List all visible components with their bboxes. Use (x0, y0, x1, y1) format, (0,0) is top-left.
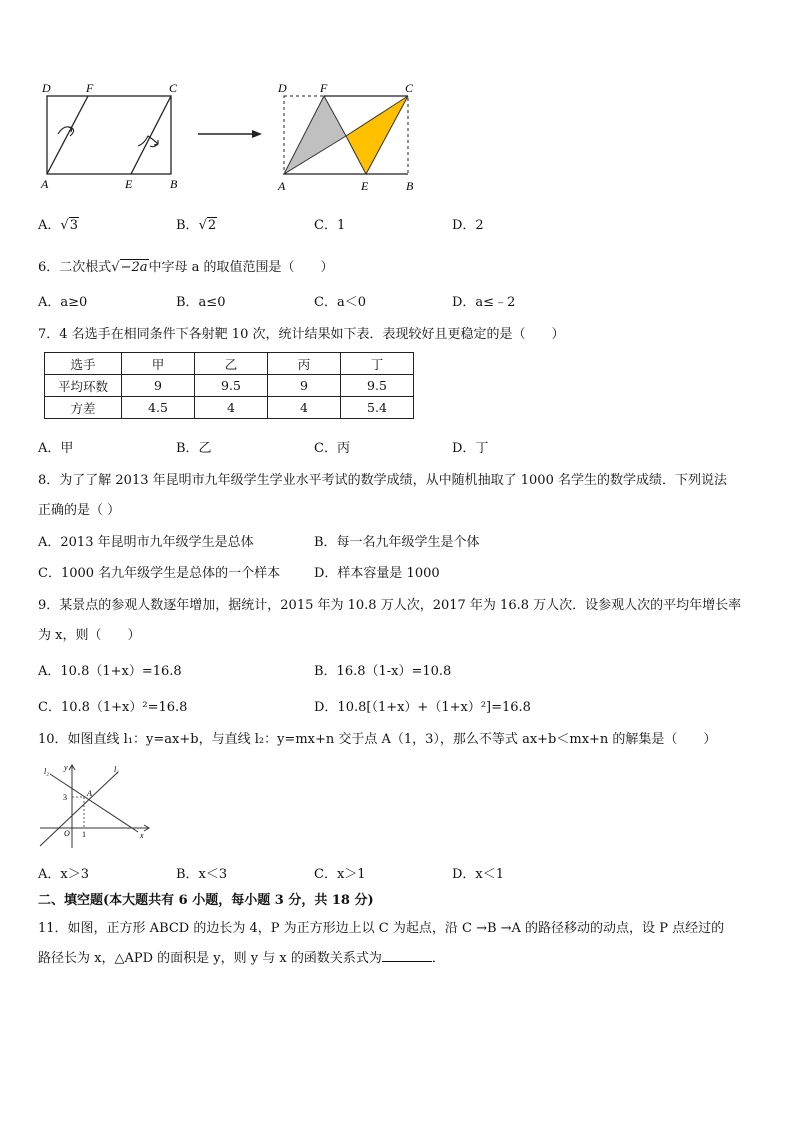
label-E-right: E (361, 179, 369, 193)
line-af (47, 96, 88, 174)
q8-option-b: B．每一名九年级学生是个体 (314, 535, 480, 550)
label-A-left: A (41, 177, 49, 191)
q6-option-c: C．a＜0 (314, 295, 366, 310)
label-D-right: D (278, 81, 287, 95)
label-y: y (64, 763, 68, 772)
left-rectangle (47, 96, 171, 174)
table-row (45, 397, 414, 419)
q8-option-c: C．1000 名九年级学生是总体的一个样本 (38, 566, 281, 581)
line-graph-figure (36, 760, 156, 852)
q6-option-b: B．a≤0 (176, 295, 226, 310)
transform-arrow-head (252, 130, 262, 138)
label-F-left: F (86, 81, 94, 95)
q8-option-a: A．2013 年昆明市九年级学生是总体 (38, 535, 254, 550)
table-row (45, 375, 414, 397)
label-O: O (64, 829, 70, 838)
table-cell: 9.5 (341, 375, 414, 397)
q10-option-a: A．x＞3 (38, 867, 89, 882)
question-9-line2: 为 x，则（ ） (38, 628, 141, 643)
label-F-right: F (320, 81, 328, 95)
score-table (44, 352, 414, 419)
q5-option-d: D．2 (452, 218, 484, 233)
question-9-line1: 9．某景点的参观人数逐年增加，据统计，2015 年为 10.8 万人次，2017 年为 16.8 万人次．设参观人次的平均年增长率 (38, 598, 742, 613)
label-B-right: B (406, 179, 414, 193)
sqrt-3: √3 (60, 218, 78, 233)
table-cell: 4 (268, 397, 341, 419)
q5-option-b: B．√2 (176, 218, 217, 233)
label-1: 1 (82, 830, 86, 839)
fold-arrow-left (58, 127, 74, 136)
q5-option-a: A．√3 (38, 218, 78, 233)
label-3: 3 (63, 793, 67, 802)
table-cell: 丁 (341, 353, 414, 375)
q10-option-d: D．x＜1 (452, 867, 505, 882)
table-cell: 方差 (45, 397, 122, 419)
q9-option-c: C．10.8（1+x）²=16.8 (38, 700, 188, 715)
label-C-right: C (405, 81, 414, 95)
table-cell: 9 (268, 375, 341, 397)
q8-option-d: D．样本容量是 1000 (314, 566, 440, 581)
sqrt-2: √2 (198, 218, 217, 233)
table-header-row (45, 353, 414, 375)
question-10: 10．如图直线 l₁：y=ax+b，与直线 l₂：y=mx+n 交于点 A（1，3），那么不等式 ax+b＜mx+n 的解集是（ ） (38, 732, 717, 747)
q9-option-d: D．10.8[（1+x）+（1+x）²]=16.8 (314, 700, 531, 715)
sqrt-neg-2a: √−2a (111, 260, 148, 275)
question-11-line1: 11．如图，正方形 ABCD 的边长为 4，P 为正方形边上以 C 为起点，沿 C →B →A 的路径移动的动点，设 P 点经过的 (38, 921, 725, 936)
question-6: 6．二次根式√−2a中字母 a 的取值范围是（ ） (38, 260, 334, 275)
q9-option-a: A．10.8（1+x）=16.8 (38, 664, 182, 679)
table-cell: 乙 (195, 353, 268, 375)
label-A: A (87, 789, 92, 798)
table-cell: 甲 (122, 353, 195, 375)
table-cell: 4.5 (122, 397, 195, 419)
q7-option-d: D．丁 (452, 441, 489, 456)
line-l1 (40, 772, 118, 846)
question-7: 7．4 名选手在相同条件下各射靶 10 次，统计结果如下表．表现较好且更稳定的是（ ） (38, 327, 565, 342)
yellow-triangle (346, 96, 408, 174)
q7-option-b: B．乙 (176, 441, 212, 456)
label-A-right: A (278, 179, 286, 193)
q5-option-c: C．1 (314, 218, 346, 233)
label-D-left: D (42, 81, 51, 95)
question-11-line2: 路径长为 x，△APD 的面积是 y，则 y 与 x 的函数关系式为 ． (38, 951, 445, 966)
table-cell: 9 (122, 375, 195, 397)
table-cell: 平均环数 (45, 375, 122, 397)
question-8-line1: 8．为了了解 2013 年昆明市九年级学生学业水平考试的数学成绩，从中随机抽取了 1000 名学生的数学成绩．下列说法 (38, 473, 727, 488)
table-cell: 9.5 (195, 375, 268, 397)
table-cell: 4 (195, 397, 268, 419)
label-x: x (140, 831, 144, 840)
q9-option-b: B．16.8（1-x）=10.8 (314, 664, 452, 679)
line-ec (131, 96, 171, 174)
line-l2 (50, 774, 138, 832)
folding-figure (30, 74, 430, 199)
q6-option-d: D．a≤﹣2 (452, 295, 516, 310)
q10-option-c: C．x＞1 (314, 867, 366, 882)
table-cell: 5.4 (341, 397, 414, 419)
gray-triangle (284, 96, 346, 174)
label-l2: l₂ (44, 767, 50, 776)
table-cell: 选手 (45, 353, 122, 375)
label-C-left: C (169, 81, 178, 95)
label-B-left: B (170, 177, 178, 191)
q6-option-a: A．a≥0 (38, 295, 88, 310)
label-E-left: E (125, 177, 133, 191)
q7-option-c: C．丙 (314, 441, 350, 456)
answer-blank[interactable] (382, 949, 432, 962)
table-cell: 丙 (268, 353, 341, 375)
label-l1: l₁ (114, 765, 120, 774)
q7-option-a: A．甲 (38, 441, 74, 456)
section-heading: 二、填空题(本大题共有 6 小题，每小题 3 分，共 18 分) (38, 893, 374, 908)
question-8-line2: 正确的是（ ） (38, 503, 121, 518)
q10-option-b: B．x＜3 (176, 867, 228, 882)
